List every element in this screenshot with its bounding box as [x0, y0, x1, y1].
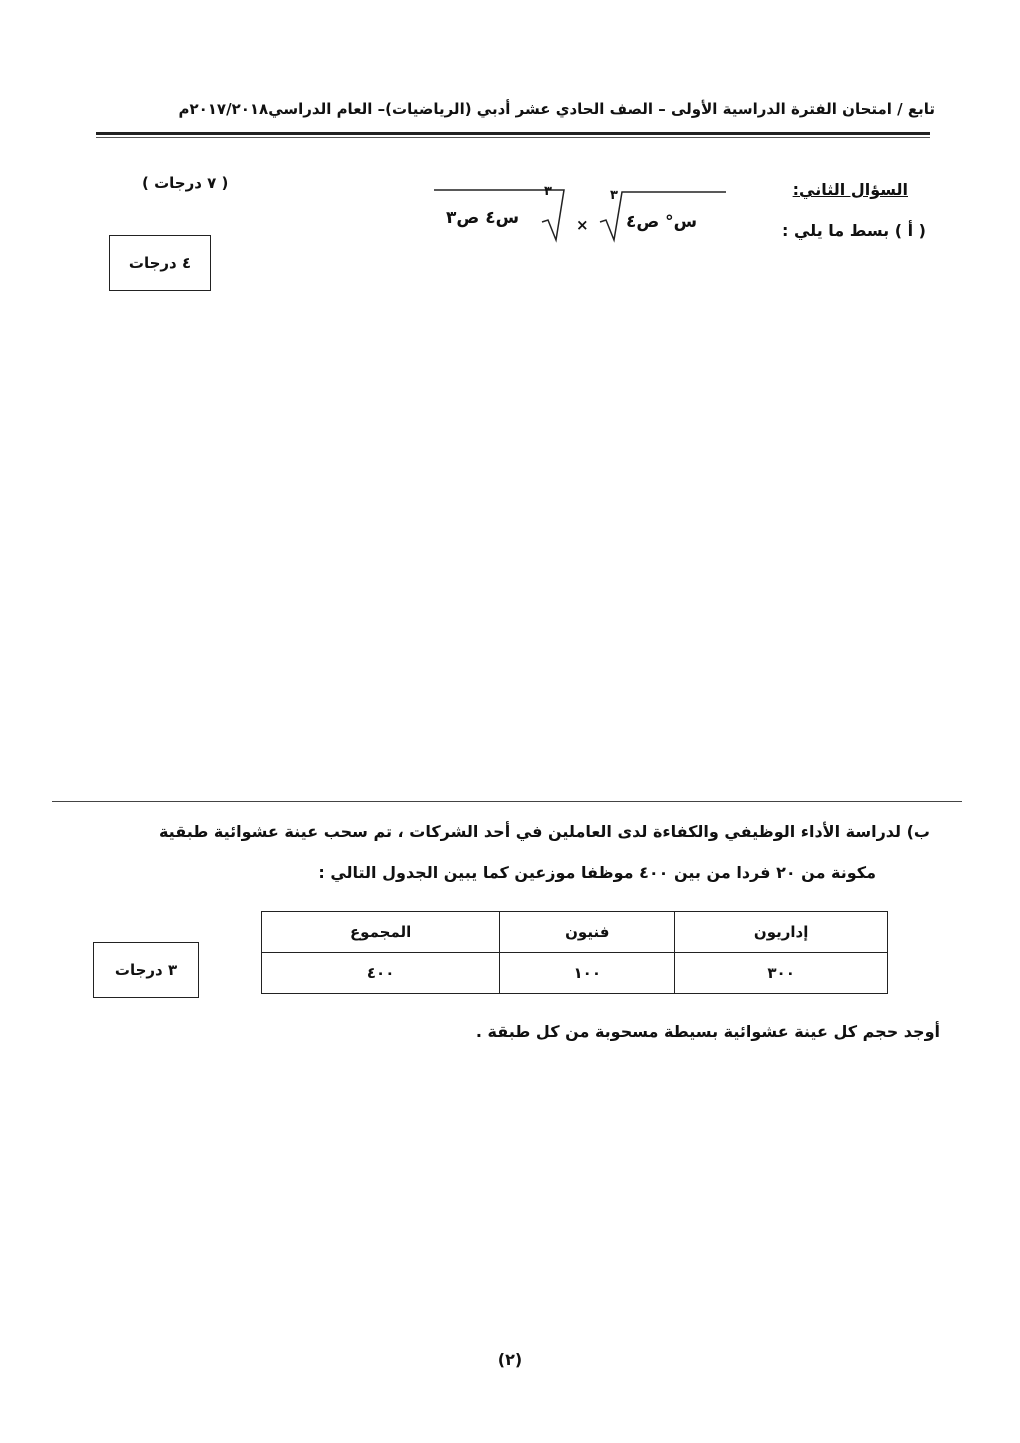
table-cell: ٣٠٠ [675, 953, 888, 994]
header-title: تابع / امتحان الفترة الدراسية الأولى – الصف الحادي عشر أدبي (الرياضيات)– العام الدراسي٢٠١٧/٢٠١٨م [178, 100, 935, 118]
table-row [262, 953, 888, 994]
multiply-operator: × [576, 216, 589, 234]
part-a-marks-box: ٤ درجات [109, 235, 211, 291]
table-header-cell: فنيون [500, 912, 675, 953]
part-b-marks-box: ٣ درجات [93, 942, 199, 998]
root-radicand: س° ص٤ [626, 212, 698, 232]
table-cell: ١٠٠ [500, 953, 675, 994]
table-cell: ٤٠٠ [262, 953, 500, 994]
root-radicand: س٤ ص٣ [446, 208, 520, 228]
cube-root-2 [432, 184, 572, 244]
cube-root-1 [596, 188, 726, 244]
table-header-cell: المجموع [262, 912, 500, 953]
part-b-line2: مكونة من ٢٠ فردا من بين ٤٠٠ موظفا موزعين كما يبين الجدول التالي : [318, 863, 876, 882]
part-b-task: أوجد حجم كل عينة عشوائية بسيطة مسحوبة من كل طبقة . [475, 1022, 940, 1041]
part-b-line1: ب) لدراسة الأداء الوظيفي والكفاءة لدى العاملين في أحد الشركات ، تم سحب عينة عشوائية طبقية [158, 822, 930, 841]
page-number: (٢) [497, 1350, 523, 1369]
header-divider [96, 132, 930, 135]
employees-table [261, 911, 888, 994]
table-header-row [262, 912, 888, 953]
part-a-label: ( أ ) بسط ما يلي : [782, 221, 926, 240]
question-title: السؤال الثاني: [792, 180, 908, 199]
header-divider-thin [96, 137, 930, 138]
table-header-cell: إداريون [675, 912, 888, 953]
root-index: ٣ [544, 184, 552, 199]
total-marks: ( ٧ درجات ) [142, 174, 229, 192]
root-index: ٣ [610, 188, 618, 203]
section-divider [52, 801, 962, 802]
